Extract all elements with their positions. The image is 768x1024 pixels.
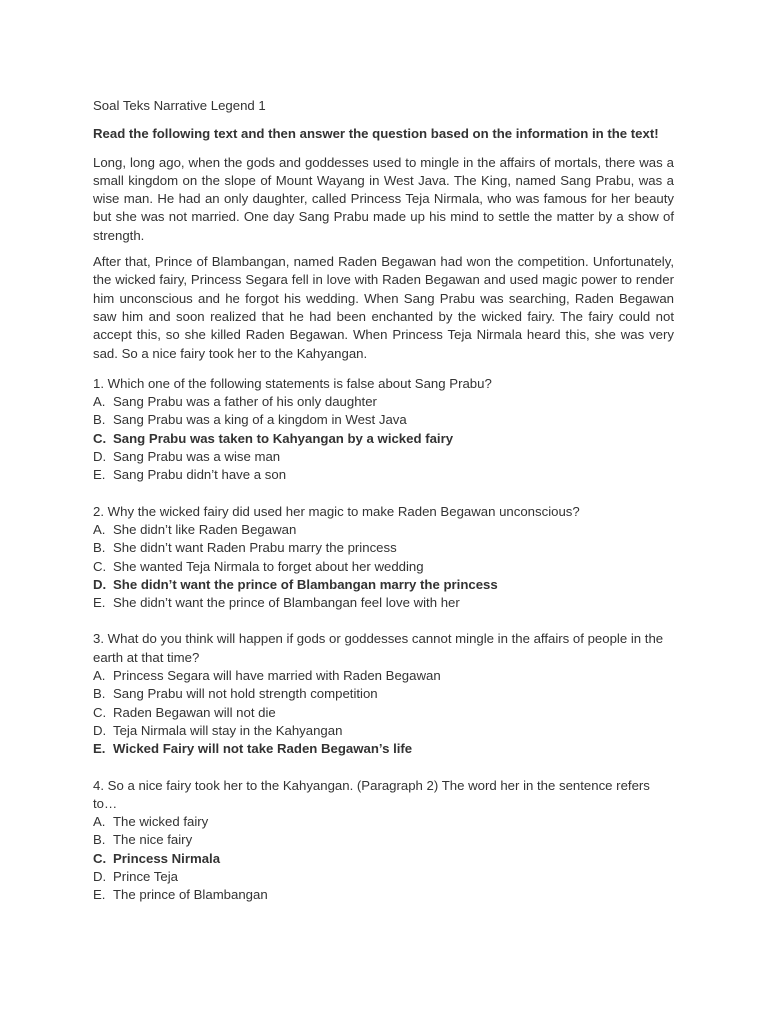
option-text: The nice fairy [113, 832, 193, 848]
option-c [93, 430, 674, 448]
option-c [93, 558, 674, 576]
option-letter: C. [93, 704, 107, 720]
option-letter: D. [93, 722, 107, 738]
option-text: Raden Begawan will not die [113, 704, 276, 720]
option-text: Prince Teja [113, 868, 178, 884]
option-d [93, 448, 674, 466]
option-text: Teja Nirmala will stay in the Kahyangan [113, 722, 343, 738]
option-text: Sang Prabu will not hold strength competition [113, 686, 378, 702]
question-text: 3. What do you think will happen if gods or goddesses cannot mingle in the affairs of people in the earth at that time? [93, 631, 664, 665]
option-text: Princess Segara will have married with Raden Begawan [113, 668, 441, 684]
option-letter: E. [93, 887, 106, 903]
option-letter: B. [93, 832, 106, 848]
option-letter: B. [93, 412, 106, 428]
option-c [93, 850, 674, 868]
question-3 [93, 630, 674, 758]
option-b [93, 831, 674, 849]
option-text: She didn’t want the prince of Blambangan marry the princess [113, 576, 498, 592]
option-e [93, 886, 674, 904]
option-text: She wanted Teja Nirmala to forget about her wedding [113, 558, 424, 574]
question-2 [93, 503, 674, 613]
option-e [93, 466, 674, 484]
question-4 [93, 777, 674, 905]
option-text: Sang Prabu was a wise man [113, 449, 281, 465]
option-a [93, 667, 674, 685]
option-text: Princess Nirmala [113, 850, 221, 866]
option-text: She didn’t want the prince of Blambangan feel love with her [113, 595, 460, 611]
option-a [93, 521, 674, 539]
document-title: Soal Teks Narrative Legend 1 [93, 98, 266, 113]
option-a [93, 393, 674, 411]
option-text: Wicked Fairy will not take Raden Begawan’s life [113, 741, 413, 757]
option-letter: A. [93, 394, 106, 410]
option-letter: C. [93, 558, 107, 574]
option-letter: C. [93, 850, 107, 866]
option-e [93, 740, 674, 758]
option-letter: E. [93, 467, 106, 483]
option-letter: E. [93, 741, 106, 757]
option-c [93, 704, 674, 722]
option-letter: C. [93, 430, 107, 446]
story-paragraph-2: After that, Prince of Blambangan, named Raden Begawan had won the competition. Unfortunately, the wicked fairy, Princess Segara fell in love with Raden Begawan and used magic power to render him unconscious and he forgot his wedding. When Sang Prabu was searching, Raden Begawan saw him and soon realized that he had been enchanted by the wicked fairy. The fairy could not accept this, so she killed Raden Begawan. When Princess Teja Nirmala heard this, she was very sad. So a nice fairy took her to the Kahyangan. [93, 254, 674, 361]
instruction-text: Read the following text and then answer the question based on the information in the text! [93, 126, 659, 142]
question-text: 2. Why the wicked fairy did used her magic to make Raden Begawan unconscious? [93, 503, 580, 519]
option-a [93, 813, 674, 831]
option-b [93, 539, 674, 557]
option-text: Sang Prabu was a father of his only daughter [113, 394, 377, 410]
option-text: The wicked fairy [113, 814, 209, 830]
option-d [93, 868, 674, 886]
option-text: The prince of Blambangan [113, 887, 268, 903]
option-e [93, 594, 674, 612]
option-text: Sang Prabu was taken to Kahyangan by a wicked fairy [113, 430, 454, 446]
option-letter: A. [93, 521, 106, 537]
option-d [93, 722, 674, 740]
option-letter: E. [93, 595, 106, 611]
story-paragraph-1: Long, long ago, when the gods and goddesses used to mingle in the affairs of mortals, there was a small kingdom on the slope of Mount Wayang in West Java. The King, named Sang Prabu, was a wise man. He had an only daughter, called Princess Teja Nirmala, who was famous for her beauty but she was not married. One day Sang Prabu made up his mind to settle the matter by a show of strength. [93, 154, 674, 243]
option-letter: D. [93, 449, 107, 465]
option-text: Sang Prabu was a king of a kingdom in West Java [113, 412, 407, 428]
option-b [93, 411, 674, 429]
question-1 [93, 375, 674, 485]
option-letter: D. [93, 868, 107, 884]
option-text: Sang Prabu didn’t have a son [113, 467, 287, 483]
option-d [93, 576, 674, 594]
option-letter: A. [93, 668, 106, 684]
option-letter: B. [93, 686, 106, 702]
question-text: 4. So a nice fairy took her to the Kahyangan. (Paragraph 2) The word her in the sentence refers to… [93, 777, 650, 811]
option-letter: B. [93, 540, 106, 556]
option-letter: D. [93, 576, 107, 592]
option-text: She didn’t like Raden Begawan [113, 521, 297, 537]
option-b [93, 685, 674, 703]
option-text: She didn’t want Raden Prabu marry the princess [113, 540, 397, 556]
option-letter: A. [93, 814, 106, 830]
question-text: 1. Which one of the following statements is false about Sang Prabu? [93, 375, 492, 391]
